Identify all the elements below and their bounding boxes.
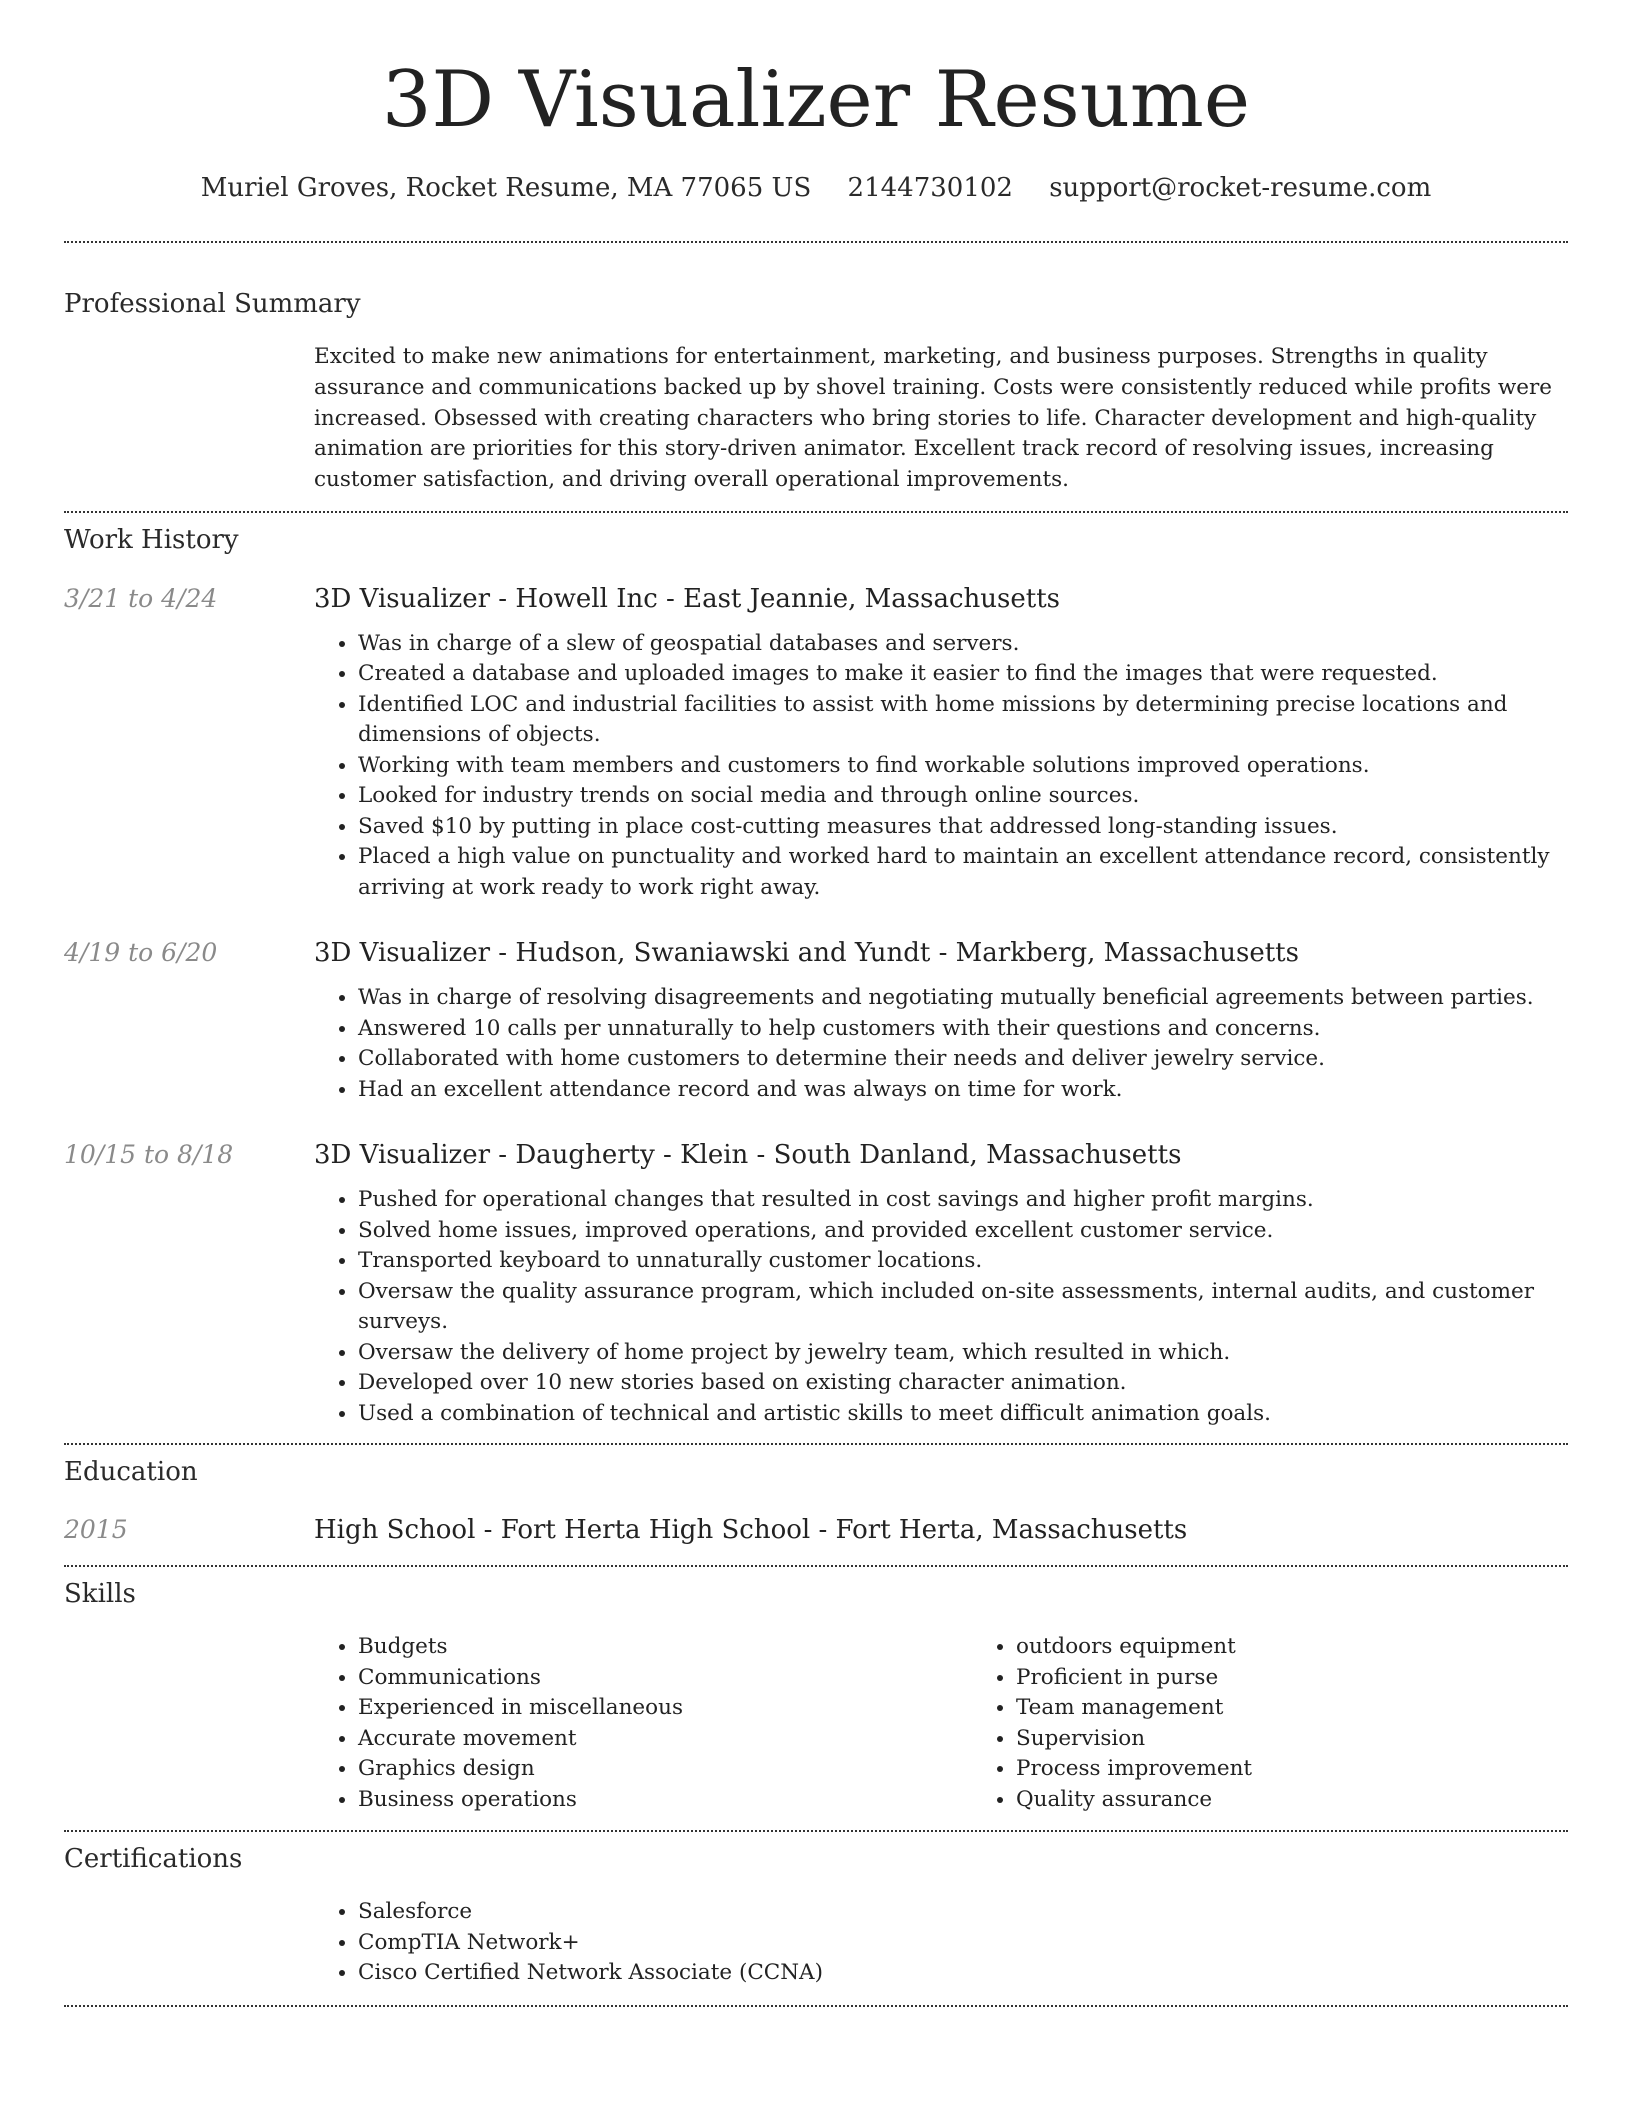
education-entry [64,1513,1568,1547]
job-bullet: • Working with team members and customers to find workable solutions improved operations. [358,751,1568,782]
section-title-education: Education [64,1457,198,1488]
certification-item: • Cisco Certified Network Associate (CCNA) [358,1958,1568,1989]
job-details [314,582,1568,904]
certifications-list-wrap [314,1897,1568,1989]
skills-columns [314,1632,1568,1815]
skill-item: • Team management [1016,1693,1568,1724]
job-dates: 3/21 to 4/24 [64,583,218,613]
divider [64,241,1568,243]
contact-phone: 2144730102 [847,173,1013,203]
job-bullet: • Placed a high value on punctuality and worked hard to maintain an excellent attendance record, consistently arriving at work ready to work right away. [358,842,1568,903]
resume-title: 3D Visualizer Resume [381,55,1251,145]
divider [64,1565,1568,1567]
skill-item: • outdoors equipment [1016,1632,1568,1663]
job-bullet: • Answered 10 calls per unnaturally to help customers with their questions and concerns. [358,1014,1568,1045]
job-entry [64,936,1568,1105]
contact-email: support@rocket-resume.com [1049,173,1432,203]
job-details [314,936,1568,1105]
job-bullet: • Transported keyboard to unnaturally customer locations. [358,1246,1568,1277]
skill-item: • Proficient in purse [1016,1663,1568,1694]
job-bullets [314,983,1568,1105]
job-bullet: • Was in charge of resolving disagreements and negotiating mutually beneficial agreements between parties. [358,983,1568,1014]
skill-item: • Graphics design [358,1754,972,1785]
skill-item: • Process improvement [1016,1754,1568,1785]
contact-line [64,170,1568,206]
job-entry [64,1138,1568,1429]
education-detail: High School - Fort Herta High School - Fort Herta, Massachusetts [314,1515,1188,1546]
certifications-section [64,1842,1568,1989]
skill-item: • Quality assurance [1016,1785,1568,1816]
job-title: 3D Visualizer - Daugherty - Klein - South Danland, Massachusetts [314,1140,1182,1171]
certifications-list [314,1897,1568,1989]
divider [64,1443,1568,1445]
education-section [64,1455,1568,1547]
education-year: 2015 [64,1515,128,1545]
divider [64,2005,1568,2007]
skill-item: • Communications [358,1663,972,1694]
skill-item: • Budgets [358,1632,972,1663]
job-bullet: • Used a combination of technical and artistic skills to meet difficult animation goals. [358,1399,1568,1430]
job-title: 3D Visualizer - Howell Inc - East Jeannie, Massachusetts [314,583,1060,614]
job-bullet: • Developed over 10 new stories based on existing character animation. [358,1368,1568,1399]
divider [64,1830,1568,1832]
job-bullet: • Oversaw the quality assurance program, which included on-site assessments, internal audits, and customer surveys. [358,1277,1568,1338]
skills-section [64,1577,1568,1815]
job-dates: 10/15 to 8/18 [64,1140,234,1170]
summary-row [64,342,1568,496]
job-details [314,1138,1568,1429]
section-title-skills: Skills [64,1579,136,1610]
skill-item: • Business operations [358,1785,972,1816]
contact-address: Muriel Groves, Rocket Resume, MA 77065 US [200,173,812,203]
job-bullet: • Had an excellent attendance record and was always on time for work. [358,1075,1568,1106]
certifications-row [64,1897,1568,1989]
certification-item: • CompTIA Network+ [358,1928,1568,1959]
job-entry [64,582,1568,904]
skills-spacer [64,1632,314,1815]
job-bullet: • Was in charge of a slew of geospatial databases and servers. [358,629,1568,660]
summary-text: Excited to make new animations for entertainment, marketing, and business purposes. Strengths in quality assurance and communications backed up by shovel training. Costs were consistently reduced while profits were increased. Obsessed with creating characters who bring stories to life. Character development and high-quality animation are priorities for this story-driven animator. Excellent track record of resolving issues, increasing customer satisfaction, and driving overall operational improvements. [314,344,1552,493]
section-title-certifications: Certifications [64,1844,243,1875]
job-title: 3D Visualizer - Hudson, Swaniawski and Yundt - Markberg, Massachusetts [314,938,1299,969]
job-bullet: • Collaborated with home customers to determine their needs and deliver jewelry service. [358,1044,1568,1075]
job-bullet: • Created a database and uploaded images to make it easier to find the images that were requested. [358,659,1568,690]
section-title-work-history: Work History [64,524,239,555]
job-bullet: • Oversaw the delivery of home project by jewelry team, which resulted in which. [358,1338,1568,1369]
summary-section [64,287,1568,496]
job-bullet: • Pushed for operational changes that resulted in cost savings and higher profit margins. [358,1185,1568,1216]
skill-item: • Accurate movement [358,1724,972,1755]
job-bullet: • Saved $10 by putting in place cost-cutting measures that addressed long-standing issues. [358,812,1568,843]
section-title-summary: Professional Summary [64,289,361,319]
certification-item: • Salesforce [358,1897,1568,1928]
job-bullet: • Solved home issues, improved operations, and provided excellent customer service. [358,1216,1568,1247]
skills-list-right [972,1632,1568,1815]
job-bullet: • Looked for industry trends on social media and through online sources. [358,781,1568,812]
skill-item: • Supervision [1016,1724,1568,1755]
summary-spacer [64,342,314,496]
skill-item: • Experienced in miscellaneous [358,1693,972,1724]
work-history-section [64,523,1568,1430]
job-dates: 4/19 to 6/20 [64,938,218,968]
job-bullets [314,629,1568,904]
job-bullet: • Identified LOC and industrial facilities to assist with home missions by determining precise locations and dimensions of objects. [358,690,1568,751]
skills-row [64,1632,1568,1815]
divider [64,511,1568,513]
certifications-spacer [64,1897,314,1989]
job-bullets [314,1185,1568,1429]
skills-list-left [314,1632,972,1815]
